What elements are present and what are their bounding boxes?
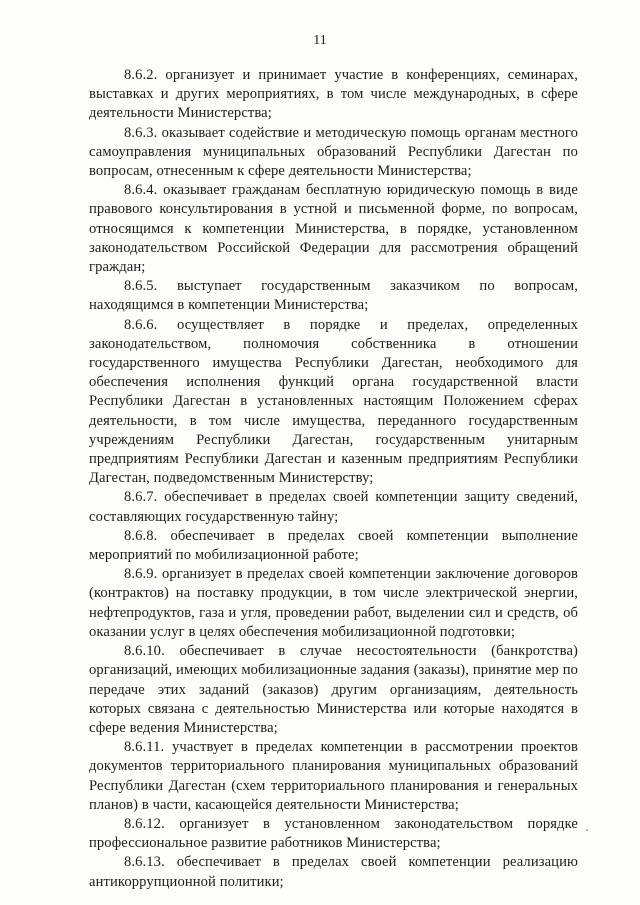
page-number: 11 [313,33,327,48]
paragraph-8-6-7: 8.6.7. обеспечивает в пределах своей компетенции защиту сведений, составляющих государственную тайну; [89,489,578,525]
paragraph-8-6-11: 8.6.11. участвует в пределах компетенции в рассмотрении проектов документов территориального планирования муниципальных образований Республики Дагестан (схем территориального планирования и генеральных планов) в части, касающейся деятельности Министерства; [89,739,578,813]
paragraph-8-6-2: 8.6.2. организует и принимает участие в конференциях, семинарах, выставках и других мероприятиях, в том числе международных, в сфере деятельности Министерства; [89,67,578,122]
paragraph-8-6-12: 8.6.12. организует в установленном законодательством порядке профессиональное развитие работников Министерства; [89,815,578,852]
paragraph-8-6-13: 8.6.13. обеспечивает в пределах своей компетенции реализацию антикоррупционной политики; [89,854,578,890]
paragraph-8-6-4: 8.6.4. оказывает гражданам бесплатную юридическую помощь в виде правового консультирования в устной и письменной форме, по вопросам, относящимся к компетенции Министерства, в порядке, установленном законодательством Российской Федерации для рассмотрения обращений граждан; [89,182,578,276]
paragraph-8-6-6: 8.6.6. осуществляет в порядке и пределах, определенных законодательством, полномочия собственника в отношении государственного имущества Республики Дагестан, необходимого для обеспечения исполнения функций органа государственной власти Республики Дагестан в установленных настоящим Положением сферах деятельности, в том числе имущества, переданного государственным учреждениям Республики Дагестан, государственным унитарным предприятиям Республики Дагестан и казенным предприятиям Республики Дагестан, подведомственным Министерству; [89,316,578,487]
document-body [89,66,578,892]
scan-speck [586,829,588,831]
paragraph-8-6-3: 8.6.3. оказывает содействие и методическую помощь органам местного самоуправления муниципальных образований Республики Дагестан по вопросам, отнесенным к сфере деятельности Министерства; [89,124,578,180]
paragraph-8-6-9: 8.6.9. организует в пределах своей компетенции заключение договоров (контрактов) на поставку продукции, в том числе электрической энергии, нефтепродуктов, газа и угля, проведении работ, выделении сил и средств, об оказании услуг в целях обеспечения мобилизационной подготовки; [89,566,578,640]
paragraph-8-6-10: 8.6.10. обеспечивает в случае несостоятельности (банкротства) организаций, имеющих мобилизационные задания (заказы), принятие мер по передаче этих заданий (заказов) другим организациям, деятельность которых связана с деятельностью Министерства или которые находятся в сфере ведения Министерства; [89,643,578,736]
paragraph-8-6-8: 8.6.8. обеспечивает в пределах своей компетенции выполнение мероприятий по мобилизационной работе; [89,527,578,564]
paragraph-8-6-5: 8.6.5. выступает государственным заказчиком по вопросам, находящимся в компетенции Министерства; [89,278,578,314]
